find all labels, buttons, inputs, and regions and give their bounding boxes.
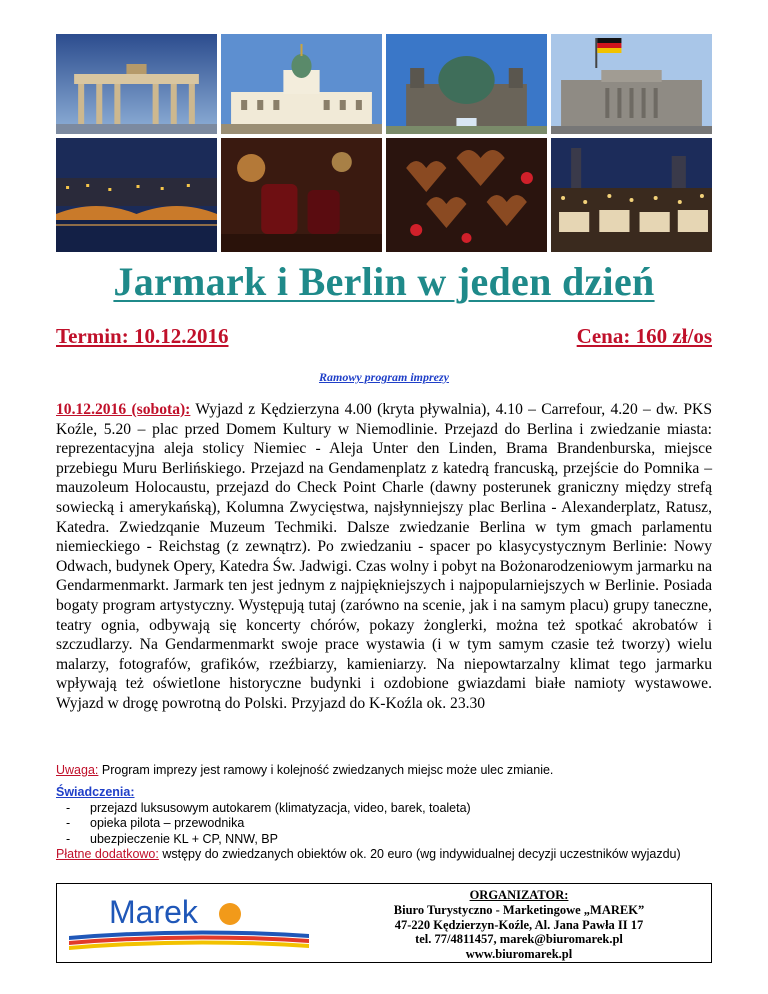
services [56,785,712,863]
note-label: Uwaga: [56,763,99,777]
reichstag-photo [551,34,712,134]
list-item: - przejazd luksusowym autokarem (klimatyzacja, video, barek, toaleta) [90,801,712,817]
services-list [56,801,712,848]
program-description [56,400,712,714]
photo-collage [56,34,712,252]
logo-text: Marek [109,894,198,930]
logo-swoosh-icon [69,928,309,954]
logo-sun-icon [219,903,241,925]
price: Cena: 160 zł/os [576,324,712,348]
program-subtitle: Ramowy program imprezy [318,370,449,384]
extra-costs-label: Płatne dodatkowo: [56,847,159,862]
organizer-address: 47-220 Kędzierzyn-Koźle, Al. Jana Pawła II 17 [394,917,644,932]
note [56,763,712,777]
extra-costs [56,847,712,863]
organizer-info [327,888,711,962]
list-item: - opieka pilota – przewodnika [90,816,712,832]
organizer-heading: ORGANIZATOR: [469,888,569,902]
term-date: Termin: 10.12.2016 [56,324,229,348]
extra-costs-text: wstępy do zwiedzanych obiektów ok. 20 euro (wg indywidualnej decyzji uczestników wyjazdu) [158,847,681,862]
gingerbread-hearts-photo [386,138,547,252]
mulled-wine-photo [221,138,382,252]
term-price-row [56,324,712,349]
organizer-contact[interactable]: tel. 77/4811457, marek@biuromarek.pl [415,932,623,947]
organizer-name: Biuro Turystyczno - Marketingowe „MAREK” [393,902,645,917]
program-text: Wyjazd z Kędzierzyna 4.00 (kryta pływalnia), 4.10 – Carrefour, 4.20 – dw. PKS Koźle, 5.20 – plac przed Domem Kultury w Niemodlinie. Przejazd do Berlina i zwiedzanie miasta: reprezentacyjna aleja stolicy Niemiec - Aleja Unter den Linden, Brama Brandenburska, miejsce przebiegu Muru Berlińskiego. Przejazd na Gendamenplatz z katedrą francuską, przejście do Pomnika – mauzoleum Holocaustu, przejazd do Check Point Charle (dawny posterunek graniczny między strefą sowiecką i amerykańską), Kolumna Zwycięstwa, najsłynniejszy plac Berlina - Alexanderplatz, Ratusz, Katedra. Zwiedzqanie Muzeum Techmiki. Dalsze zwiedzanie Berlina w tym gmach parlamentu niemieckiego - Reichstag (z zewnątrz). Po zwiedzaniu - spacer po klasycystycznym Berlinie: Nowy Odwach, budynek Opery, Katedra Św. Jadwigi. Czas wolny i pobyt na Bożonarodzeniowym jarmarku na Gendarmenmarkt. Jarmark ten jest jednym z najpiękniejszych i najpopularniejszych w Berlinie. Posiada bogaty program artystyczny. Występują tutaj (zarówno na scenie, jak i na samym placu) grupy taneczne, teatry ognia, odbywają się koncerty chórów, pokazy żonglerki, można też spotkać akrobatów i szczudlarzy. Na Gendarmenmarkt swoje prace wystawia (i w tym samym czasie też tworzy) wielu malarzy, fotografów, grafików, rzeźbiarzy, kamieniarzy. Na niepowtarzalny klimat tego jarmarku wpływają też oświetlone historyczne budynki i ozdobione gwiazdami białe namioty wystawowe. Wyjazd w drogę powrotną do Polski. Przyjazd do K-Koźla ok. 23.30 [56,401,712,712]
services-heading: Świadczenia: [56,785,135,799]
charlottenburg-palace-photo [221,34,382,134]
list-item: - ubezpieczenie KL + CP, NNW, BP [90,832,712,848]
program-date: 10.12.2016 (sobota): [56,401,191,418]
page-title: Jarmark i Berlin w jeden dzień [113,259,655,304]
christmas-market-night-photo [551,138,712,252]
brandenburg-gate-photo [56,34,217,134]
berlin-night-river-photo [56,138,217,252]
organizer-box [56,883,712,963]
berlin-cathedral-photo [386,34,547,134]
marek-logo [69,892,319,956]
organizer-website-link[interactable]: www.biuromarek.pl [465,947,573,962]
note-text: Program imprezy jest ramowy i kolejność zwiedzanych miejsc może ulec zmianie. [98,763,554,777]
